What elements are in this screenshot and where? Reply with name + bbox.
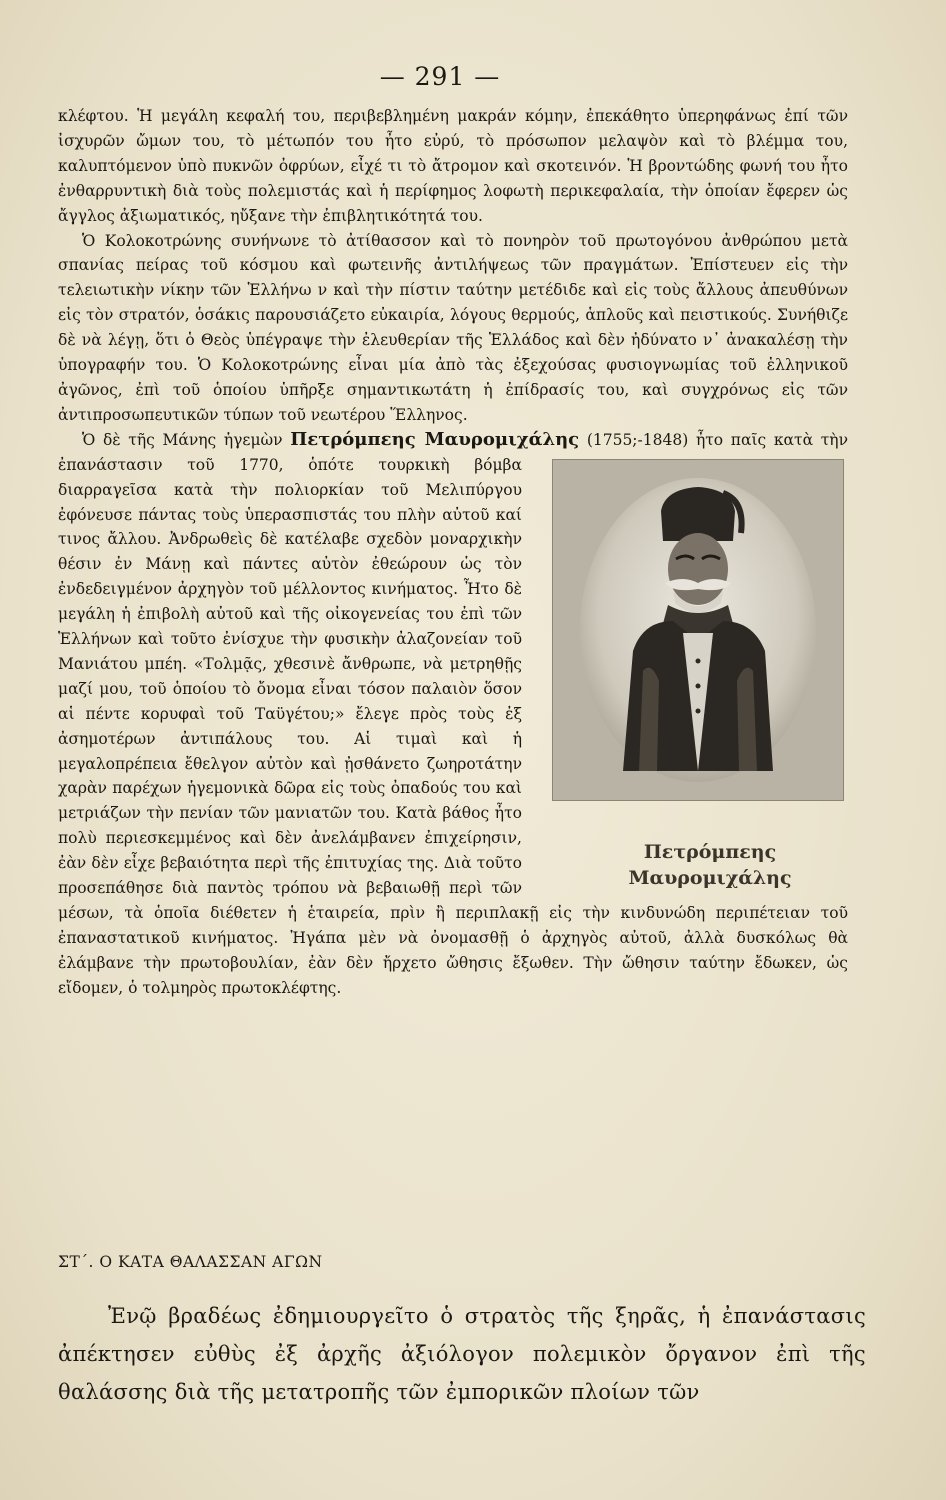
caption-line-2: Μαυρομιχάλης [628, 866, 792, 889]
section-text-block [58, 1297, 866, 1411]
paragraph-mavromichalis-body: ἦτο παῖς κατὰ τὴν ἐπανάστασιν τοῦ 1770, ὁπότε τουρκικὴ βόμβα διαρραγεῖσα κατὰ τὴν πολιορκίαν τοῦ Μελιπύργου ἐφόνευσε πάντας τοὺς ὑπερασπιστάς του πλὴν αὐτοῦ καί τινος ἄλλου. Ἀνδρωθεὶς δὲ κατέλαβε σχεδὸν μοναρχικὴν θέσιν ἐν Μάνῃ καὶ πάντες αὐτὸν ἐθεώρουν ὡς τὸν ἐνδεδειγμένον ἀρχηγὸν τοῦ μέλλοντος κινήματος. Ἦτο δὲ μεγάλη ἡ ἐπιβολὴ αὐτοῦ καὶ τῆς οἰκογενείας του ἐπὶ τῶν Ἑλλήνων καὶ τοῦτο ἐνίσχυε τὴν φυσικὴν ἀλαζονείαν τοῦ Μανιάτου μπέη. «Τολμᾷς, χθεσινὲ ἄνθρωπε, νὰ μετρηθῇς μαζί μου, τοῦ ὁποίου τὸ ὄνομα εἶναι τόσον παλαιὸν ὅσον αἱ πέντε κορυφαὶ τοῦ Ταϋγέτου;» ἔλεγε πρὸς τοὺς ἐξ ἀσημοτέρων ἀντιπάλους του. Αἱ τιμαὶ καὶ ἡ μεγαλοπρέπεια ἔθελγον αὐτὸν καὶ ᾐσθάνετο ζωηροτάτην χαρὰν παρέχων ἡγεμονικὰ δῶρα εἰς τοὺς ὀπαδούς του καὶ μετριάζων τὴν πενίαν τῶν μανιατῶν του. Κατὰ βάθος ἦτο πολὺ περιεσκεμμένος καὶ δὲν ἀνελάμβανεν ἐπιχείρησιν, ἐὰν δὲν εἶχε βεβαιότητα περὶ τῆς ἐπιτυχίας της. Διὰ τοῦτο προσεπάθησε διὰ παντὸς τρόπου νὰ βεβαιωθῇ περὶ τῶν μέσων, τὰ ὁποῖα διέθετεν ἡ ἑταιρεία, πρὶν ἢ περιπλακῇ εἰς τὴν κινδυνώδη περιπέτειαν τοῦ ἐπαναστατικοῦ κινήματος. Ἠγάπα μὲν νὰ ὀνομασθῇ ὁ ἀρχηγὸς αὐτοῦ, ἀλλὰ δυσκόλως θὰ ἐλάμβανε τὴν πρωτοβουλίαν, ἐὰν δὲν ἤρχετο ὤθησις ἔξωθεν. Τὴν ὤθησιν ταύτην ἔδωκεν, ὡς εἴδομεν, ὁ τολμηρὸς πρωτοκλέφτης. [58, 430, 849, 997]
portrait-caption [548, 839, 848, 891]
caption-line-1: Πετρόμπεης [643, 840, 777, 863]
portrait-image [552, 459, 844, 801]
page-number: — 291 — [379, 62, 501, 91]
main-text-block [58, 104, 848, 1001]
portrait-illustration [573, 471, 823, 789]
section-heading: ΣΤ΄. Ο ΚΑΤΑ ΘΑΛΑΣΣΑΝ ΑΓΩΝ [58, 1253, 323, 1271]
section-paragraph: Ἐνῷ βραδέως ἐδημιουργεῖτο ὁ στρατὸς τῆς ξηρᾶς, ἡ ἐπανάστασις ἀπέκτησεν εὐθὺς ἐξ ἀρχῆς ἀξιόλογον πολεμικὸν ὄργανον ἐπὶ τῆς θαλάσσης διὰ τῆς μετατροπῆς τῶν ἐμπορικῶν πλοίων τῶν [58, 1304, 866, 1404]
paragraph-mavromichalis [58, 428, 848, 1001]
paragraph-kolokotronis-description: κλέφτου. Ἡ μεγάλη κεφαλή του, περιβεβλημένη μακράν κόμην, ἐπεκάθητο ὑπερηφάνως ἐπί τῶν ἰσχυρῶν ὤμων του, τὸ μέτωπόν του ἦτο εὐρύ, τὸ πρόσωπον μελαψὸν καὶ τὸ βλέμμα του, καλυπτόμενον ὑπὸ πυκνῶν ὀφρύων, εἶχέ τι τὸ ἄτρομον καὶ σκοτεινόν. Ἡ βροντώδης φωνή του ἦτο ἐνθαρρυντικὴ διὰ τοὺς πολεμιστάς καὶ ἡ περίφημος λοφωτὴ περικεφαλαία, τὴν ὁποίαν ἔφερεν ὡς ἄγγλος ἀξιωματικός, ηὔξανε τὴν ἐπιβλητικότητά του. [58, 107, 848, 225]
life-dates: (1755;-1848) [586, 430, 689, 449]
paragraph-mavromichalis-lead: Ὁ δὲ τῆς Μάνης ἡγεμὼν [82, 430, 283, 449]
portrait-figure [548, 459, 848, 891]
paragraph-kolokotronis-character: Ὁ Κολοκοτρώνης συνήνωνε τὸ ἀτίθασσον καὶ τὸ πονηρὸν τοῦ πρωτογόνου ἀνθρώπου μετὰ σπανίας πείρας τοῦ κόσμου καὶ φωτεινῆς ἀντιλήψεως τῶν πραγμάτων. Ἐπίστευεν εἰς τὴν τελειωτικὴν νίκην τῶν Ἑλλήνω ν καὶ τὴν πίστιν ταύτην μετέδιδε καὶ εἰς τοὺς ἄλλους ἀπευθύνων εἰς τὸν στρατόν, ὁσάκις παρουσιάζετο εὐκαιρία, λόγους θερμούς, ἁπλοῦς καὶ πειστικούς. Συνήθιζε δὲ νὰ λέγῃ, ὅτι ὁ Θεὸς ὑπέγραψε τὴν ἐλευθερίαν τῆς Ἑλλάδος καὶ δὲν ἠδύνατο ν᾽ ἀνακαλέσῃ τὴν ὑπογραφήν του. Ὁ Κολοκοτρώνης εἶναι μία ἀπὸ τὰς ἐξεχούσας φυσιογνωμίας τοῦ ἑλληνικοῦ ἀγῶνος, ἐπὶ τοῦ ὁποίου ὑπῆρξε σημαντικωτάτη ἡ ἐπίδρασίς του, καὶ συγχρόνως εἰς τῶν ἀντιπροσωπευτικῶν τύπων τοῦ νεωτέρου Ἕλληνος. [58, 231, 848, 424]
person-name-bold: Πετρόμπεης Μαυρομιχάλης [290, 428, 580, 450]
